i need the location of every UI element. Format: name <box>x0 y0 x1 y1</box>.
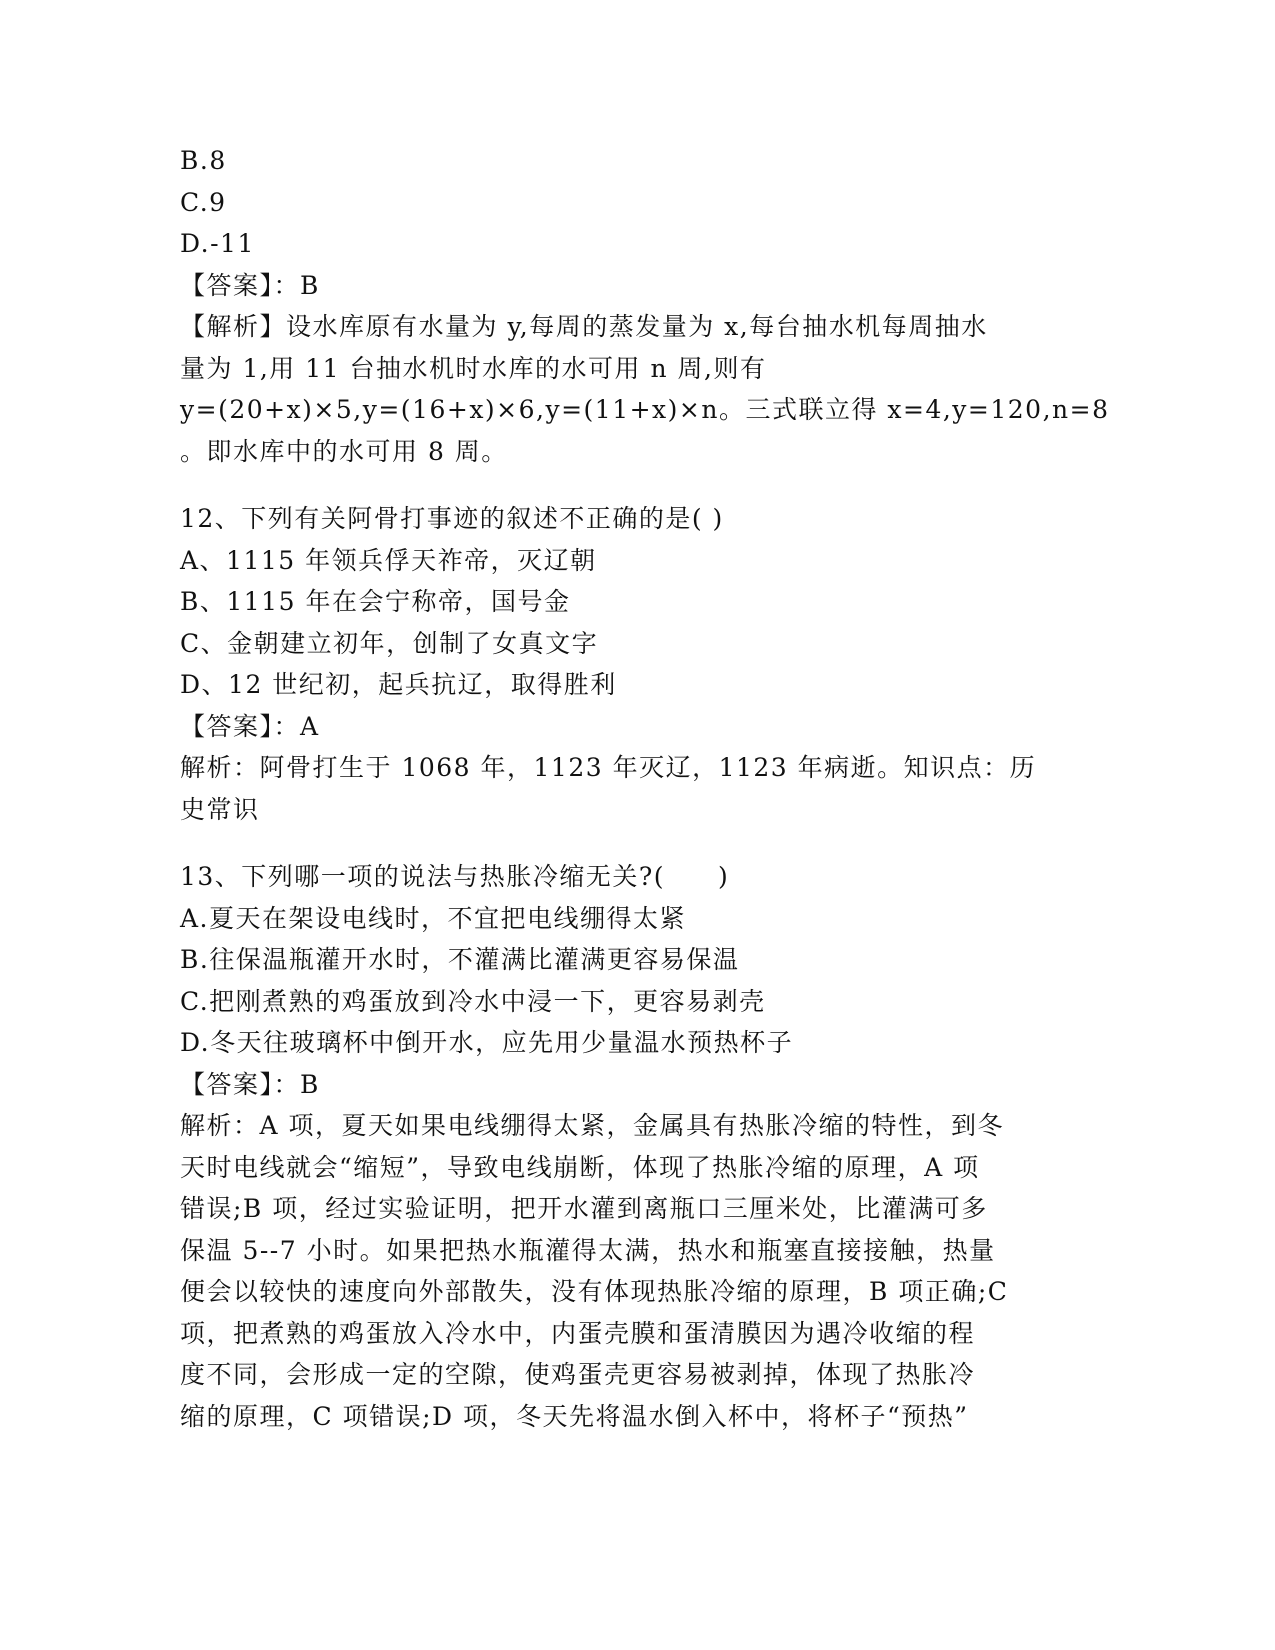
analysis-line: 项，把煮熟的鸡蛋放入冷水中，内蛋壳膜和蛋清膜因为遇冷收缩的程 <box>180 1318 976 1348</box>
analysis-line: 天时电线就会“缩短”，导致电线崩断，体现了热胀冷缩的原理，A 项 <box>180 1152 980 1182</box>
answer-line: 【答案】：A <box>180 711 320 741</box>
option-d: D.冬天往玻璃杯中倒开水，应先用少量温水预热杯子 <box>180 1028 794 1057</box>
option-b: B.8 <box>180 146 227 175</box>
analysis-line: 解析：阿骨打生于 1068 年，1123 年灭辽，1123 年病逝。知识点：历 <box>180 753 1037 782</box>
spacer <box>180 472 1060 498</box>
question-13 <box>180 856 1060 1437</box>
analysis-line: 缩的原理，C 项错误;D 项，冬天先将温水倒入杯中，将杯子“预热” <box>180 1401 969 1431</box>
analysis-line: 史常识 <box>180 794 260 824</box>
question-text: 12、下列有关阿骨打事迹的叙述不正确的是( ) <box>180 504 724 533</box>
option-c: C.把刚煮熟的鸡蛋放到冷水中浸一下，更容易剥壳 <box>180 986 766 1016</box>
question-text: 13、下列哪一项的说法与热胀冷缩无关?( ) <box>180 862 730 891</box>
option-d: D.-11 <box>180 229 255 258</box>
answer-line: 【答案】：B <box>180 270 320 300</box>
analysis-line: 【解析】设水库原有水量为 y,每周的蒸发量为 x,每台抽水机每周抽水 <box>180 312 988 341</box>
analysis-line: 度不同，会形成一定的空隙，使鸡蛋壳更容易被剥掉，体现了热胀冷 <box>180 1360 976 1389</box>
option-c: C.9 <box>180 187 227 217</box>
document-page <box>180 140 1110 1437</box>
analysis-line: 错误;B 项，经过实验证明，把开水灌到离瓶口三厘米处，比灌满可多 <box>180 1194 988 1223</box>
analysis-line: y=(20+x)×5,y=(16+x)×6,y=(11+x)×n。三式联立得 x=4,y=120,n=8 <box>180 395 1110 424</box>
option-a: A.夏天在架设电线时，不宜把电线绷得太紧 <box>180 903 687 933</box>
option-d: D、12 世纪初，起兵抗辽，取得胜利 <box>180 670 617 699</box>
spacer <box>180 830 1060 856</box>
option-c: C、金朝建立初年，创制了女真文字 <box>180 628 599 658</box>
analysis-line: 便会以较快的速度向外部散失，没有体现热胀冷缩的原理，B 项正确;C <box>180 1277 1009 1306</box>
analysis-line: 。即水库中的水可用 8 周。 <box>180 436 508 466</box>
analysis-line: 解析：A 项，夏天如果电线绷得太紧，金属具有热胀冷缩的特性，到冬 <box>180 1111 1005 1140</box>
option-b: B、1115 年在会宁称帝，国号金 <box>180 587 571 616</box>
answer-line: 【答案】：B <box>180 1069 320 1099</box>
analysis-line: 量为 1,用 11 台抽水机时水库的水可用 n 周,则有 <box>180 353 767 383</box>
question-11-continued <box>180 140 1110 472</box>
analysis-line: 保温 5--7 小时。如果把热水瓶灌得太满，热水和瓶塞直接接触，热量 <box>180 1235 996 1265</box>
option-a: A、1115 年领兵俘天祚帝，灭辽朝 <box>180 545 597 575</box>
option-b: B.往保温瓶灌开水时，不灌满比灌满更容易保温 <box>180 945 740 974</box>
question-12 <box>180 498 1060 830</box>
